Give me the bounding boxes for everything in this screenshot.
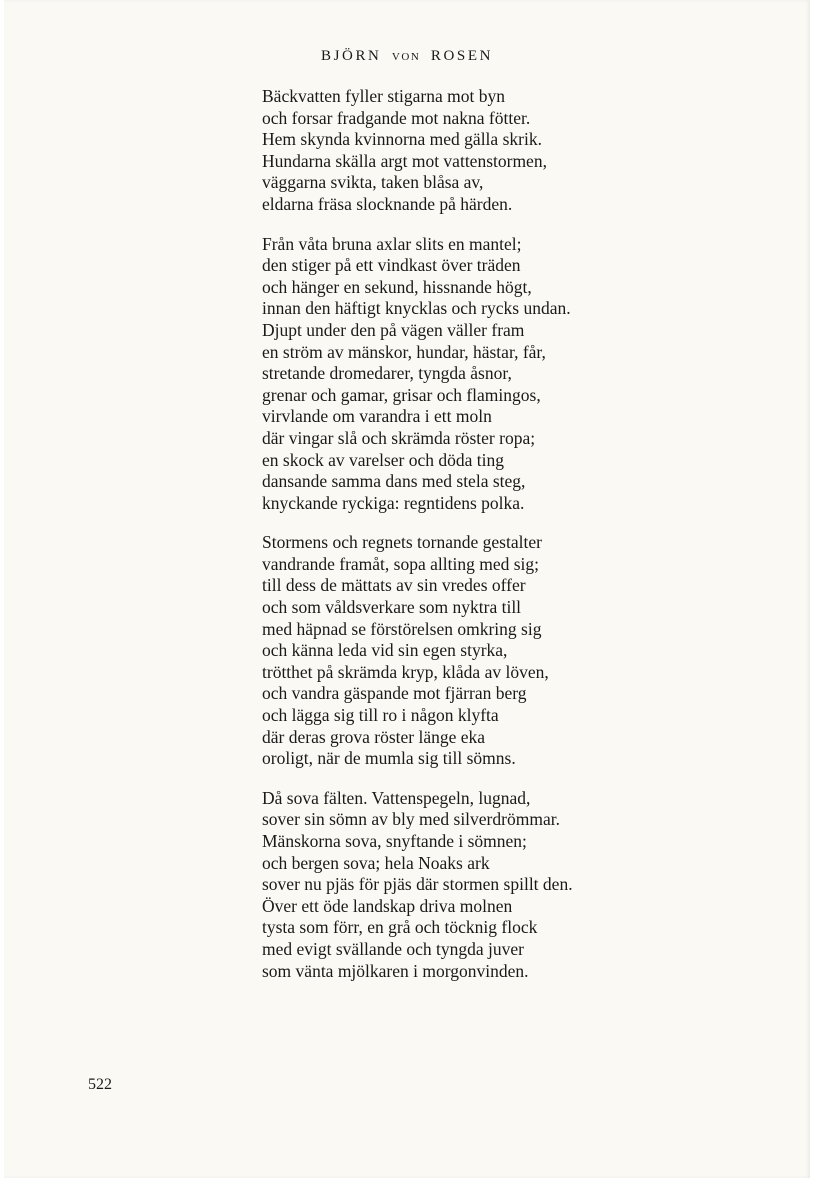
stanza-2 <box>262 234 642 515</box>
poem-line: där vingar slå och skrämda röster ropa; <box>262 427 536 448</box>
poem-line: stretande dromedarer, tyngda åsnor, <box>262 363 512 384</box>
poem-line: Mänskorna sova, snyftande i sömnen; <box>262 831 527 851</box>
poem-line: sover nu pjäs för pjäs där stormen spillt den. <box>262 874 573 895</box>
poem-line: innan den häftigt knycklas och rycks undan. <box>262 298 571 319</box>
author-last-name: ROSEN <box>430 48 494 64</box>
author-name-particle: VON <box>391 51 421 63</box>
poem-body <box>262 86 642 1000</box>
poem-line: dansande samma dans med stela steg, <box>262 471 526 492</box>
poem-line: och som våldsverkare som nyktra till <box>262 597 522 618</box>
page-number: 522 <box>88 1076 112 1093</box>
poem-line: och lägga sig till ro i någon klyfta <box>262 705 499 726</box>
poem-line: en ström av mänskor, hundar, hästar, får, <box>262 341 546 362</box>
poem-line: med evigt svällande och tyngda juver <box>262 938 524 959</box>
stanza-4 <box>262 788 642 982</box>
poem-line: en skock av varelser och döda ting <box>262 449 505 470</box>
poem-line: Hem skynda kvinnorna med gälla skrik. <box>262 129 542 150</box>
poem-line: väggarna svikta, taken blåsa av, <box>262 172 484 193</box>
poem-line: och vandra gäspande mot fjärran berg <box>262 683 527 704</box>
running-header <box>4 48 810 65</box>
stanza-1 <box>262 86 642 216</box>
poem-line: och hänger en sekund, hissnande högt, <box>262 276 532 297</box>
poem-line: och forsar fradgande mot nakna fötter. <box>262 107 531 128</box>
poem-line: Då sova fälten. Vattenspegeln, lugnad, <box>262 787 531 808</box>
poem-line: som vänta mjölkaren i morgonvinden. <box>262 960 529 981</box>
poem-line: tysta som förr, en grå och töcknig flock <box>262 917 538 938</box>
poem-line: knyckande ryckiga: regntidens polka. <box>262 492 525 513</box>
poem-line: Djupt under den på vägen väller fram <box>262 319 525 340</box>
poem-line: och känna leda vid sin egen styrka, <box>262 640 508 661</box>
poem-line: eldarna fräsa slocknande på härden. <box>262 193 513 214</box>
poem-line: oroligt, när de mumla sig till sömns. <box>262 748 516 769</box>
poem-line: vandrande framåt, sopa allting med sig; <box>262 553 540 574</box>
stanza-3 <box>262 532 642 770</box>
poem-line: där deras grova röster länge eka <box>262 726 486 747</box>
poem-line: med häpnad se förstörelsen omkring sig <box>262 618 542 639</box>
poem-line: Över ett öde landskap driva molnen <box>262 895 513 916</box>
poem-line: Bäckvatten fyller stigarna mot byn <box>262 86 505 106</box>
author-first-name: BJÖRN <box>320 48 382 64</box>
poem-line: Hundarna skälla argt mot vattenstormen, <box>262 150 547 171</box>
book-page <box>4 0 810 1178</box>
poem-line: Stormens och regnets tornande gestalter <box>262 532 542 553</box>
poem-line: den stiger på ett vindkast över träden <box>262 255 521 276</box>
poem-line: Från våta bruna axlar slits en mantel; <box>262 233 522 254</box>
poem-line: till dess de mättats av sin vredes offer <box>262 575 526 596</box>
poem-line: trötthet på skrämda kryp, klåda av löven, <box>262 661 549 682</box>
poem-line: och bergen sova; hela Noaks ark <box>262 852 490 873</box>
poem-line: virvlande om varandra i ett moln <box>262 406 492 427</box>
poem-line: sover sin sömn av bly med silverdrömmar. <box>262 809 560 830</box>
poem-line: grenar och gamar, grisar och flamingos, <box>262 384 541 405</box>
